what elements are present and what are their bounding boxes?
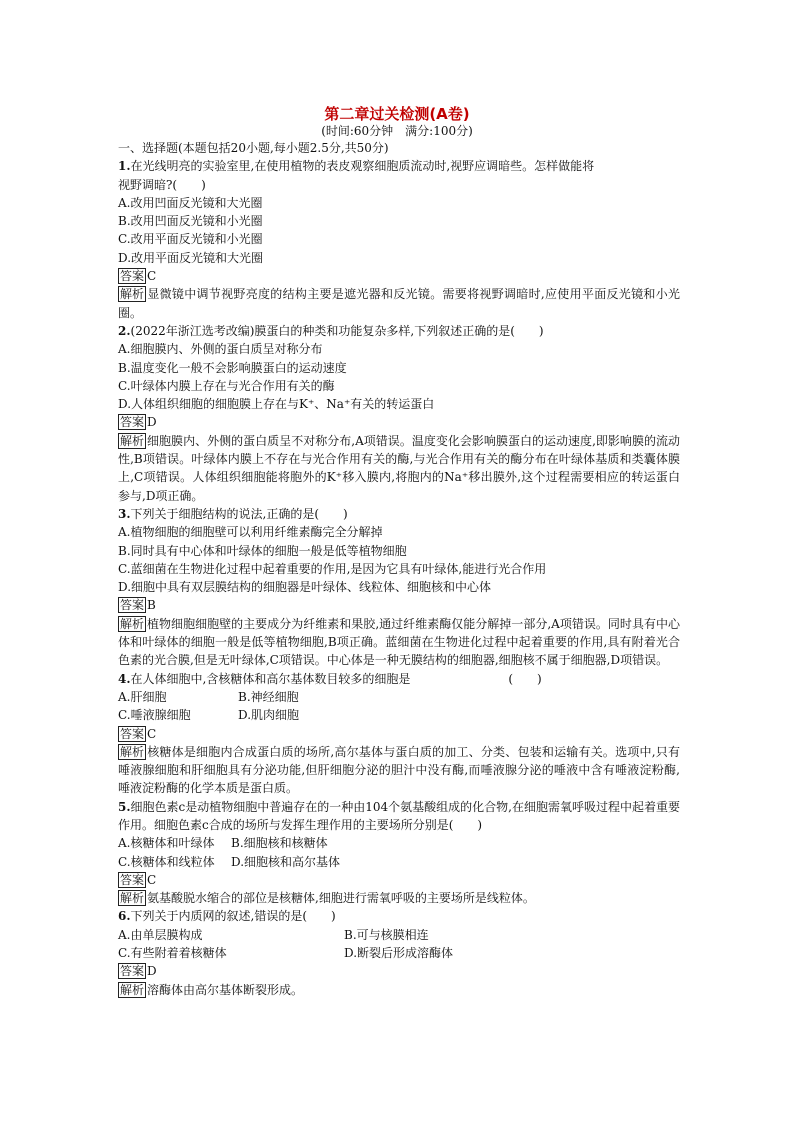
- option-a: A.植物细胞的细胞壁可以利用纤维素酶完全分解掉: [118, 525, 383, 540]
- answer-tag: 答案: [120, 598, 145, 613]
- analysis-text: 氨基酸脱水缩合的部位是核糖体,细胞进行需氧呼吸的主要场所是线粒体。: [147, 891, 535, 906]
- answer-tag: 答案: [120, 726, 145, 741]
- question-3: [118, 505, 680, 670]
- question-5: [118, 798, 680, 908]
- question-2: [118, 322, 680, 505]
- option-c: C.有些附着着核糖体: [118, 946, 227, 961]
- question-list: [118, 139, 680, 999]
- answer-value: D: [147, 964, 157, 979]
- option-b: B.可与核膜相连: [344, 927, 429, 942]
- option-d: D.改用平面反光镜和大光圈: [118, 250, 264, 265]
- option-b: B.改用凹面反光镜和小光圈: [118, 214, 263, 229]
- page-title: 第二章过关检测(A卷): [324, 105, 470, 123]
- option-b: B.神经细胞: [238, 689, 299, 704]
- exam-time-score: (时间:60分钟 满分:100分): [321, 124, 473, 138]
- analysis-tag: 解析: [120, 982, 145, 997]
- option-c: C.叶绿体内膜上存在与光合作用有关的酶: [118, 378, 335, 393]
- analysis-text: 核糖体是细胞内合成蛋白质的场所,高尔基体与蛋白质的加工、分类、包装和运输有关。选项中,只有唾液腺细胞和肝细胞具有分泌功能,但肝细胞分泌的胆汁中没有酶,而唾液腺分泌的唾液中含有唾液淀粉酶,唾液淀粉酶的化学本质是蛋白质。: [118, 744, 680, 796]
- question-1: [118, 157, 680, 322]
- answer-value: C: [147, 269, 157, 284]
- section-heading: 一、选择题(本题包括20小题,每小题2.5分,共50分): [118, 141, 389, 155]
- option-c: C.蓝细菌在生物进化过程中起着重要的作用,是因为它具有叶绿体,能进行光合作用: [118, 561, 547, 576]
- question-number: 4.: [118, 671, 131, 686]
- option-a: A.改用凹面反光镜和大光圈: [118, 195, 263, 210]
- option-a: A.由单层膜构成: [118, 927, 203, 942]
- answer-paren: ( ): [508, 671, 542, 686]
- answer-value: D: [147, 415, 157, 430]
- question-4: [118, 670, 680, 798]
- answer-tag: 答案: [120, 964, 145, 979]
- option-d: D.细胞中具有双层膜结构的细胞器是叶绿体、线粒体、细胞核和中心体: [118, 580, 492, 595]
- option-d: D.人体组织细胞的细胞膜上存在与K⁺、Na⁺有关的转运蛋白: [118, 397, 435, 412]
- option-b: B.同时具有中心体和叶绿体的细胞一般是低等植物细胞: [118, 543, 407, 558]
- question-stem: 细胞色素c是动植物细胞中普遍存在的一种由104个氨基酸组成的化合物,在细胞需氧呼吸过程中起着重要作用。细胞色素c合成的场所与发挥生理作用的主要场所分别是( ): [118, 799, 680, 832]
- option-d: D.断裂后形成溶酶体: [344, 946, 454, 961]
- option-a: A.肝细胞: [118, 689, 167, 704]
- option-d: D.肌肉细胞: [238, 708, 300, 723]
- question-stem: 在人体细胞中,含核糖体和高尔基体数目较多的细胞是: [130, 671, 411, 686]
- analysis-text: 细胞膜内、外侧的蛋白质呈不对称分布,A项错误。温度变化会影响膜蛋白的运动速度,即影响膜的流动性,B项错误。叶绿体内膜上不存在与光合作用有关的酶,与光合作用有关的酶分布在叶绿体基质和类囊体膜上,C项错误。人体组织细胞能将胞外的K⁺移入膜内,将胞内的Na⁺移出膜外,这个过程需要相应的转运蛋白参与,D项正确。: [118, 433, 680, 503]
- answer-value: C: [147, 726, 157, 741]
- question-number: 3.: [118, 506, 131, 521]
- analysis-text: 显微镜中调节视野亮度的结构主要是遮光器和反光镜。需要将视野调暗时,应使用平面反光镜和小光圈。: [118, 287, 680, 320]
- analysis-tag: 解析: [120, 433, 145, 448]
- answer-value: C: [147, 872, 157, 887]
- answer-tag: 答案: [120, 415, 145, 430]
- question-stem: 下列关于细胞结构的说法,正确的是( ): [130, 506, 348, 521]
- question-number: 5.: [118, 799, 131, 814]
- option-b: B.细胞核和核糖体: [231, 836, 328, 851]
- option-c: C.改用平面反光镜和小光圈: [118, 232, 263, 247]
- option-d: D.细胞核和高尔基体: [231, 854, 341, 869]
- analysis-tag: 解析: [120, 616, 145, 631]
- analysis-text: 溶酶体由高尔基体断裂形成。: [147, 982, 304, 997]
- question-stem: 下列关于内质网的叙述,错误的是( ): [130, 909, 336, 924]
- option-a: A.核糖体和叶绿体: [118, 836, 215, 851]
- answer-tag: 答案: [120, 872, 145, 887]
- question-6: [118, 907, 680, 998]
- option-c: C.核糖体和线粒体: [118, 854, 215, 869]
- option-a: A.细胞膜内、外侧的蛋白质呈对称分布: [118, 342, 323, 357]
- analysis-tag: 解析: [120, 287, 145, 302]
- question-number: 2.: [118, 323, 131, 338]
- answer-tag: 答案: [120, 269, 145, 284]
- analysis-tag: 解析: [120, 891, 145, 906]
- analysis-text: 植物细胞细胞壁的主要成分为纤维素和果胶,通过纤维素酶仅能分解掉一部分,A项错误。同时具有中心体和叶绿体的细胞一般是低等植物细胞,B项正确。蓝细菌在生物进化过程中起着重要的作用,具有附着光合色素的光合膜,但是无叶绿体,C项错误。中心体是一种无膜结构的细胞器,细胞核不属于细胞器,D项错误。: [118, 616, 680, 668]
- question-stem: 在光线明亮的实验室里,在使用植物的表皮观察细胞质流动时,视野应调暗些。怎样做能将: [130, 159, 595, 174]
- answer-value: B: [147, 598, 156, 613]
- option-b: B.温度变化一般不会影响膜蛋白的运动速度: [118, 360, 347, 375]
- question-number: 6.: [118, 909, 131, 924]
- question-number: 1.: [118, 159, 131, 174]
- question-stem-cont: 视野调暗?( ): [118, 177, 206, 192]
- option-c: C.唾液腺细胞: [118, 708, 191, 723]
- analysis-tag: 解析: [120, 744, 145, 759]
- question-stem: (2022年浙江选考改编)膜蛋白的种类和功能复杂多样,下列叙述正确的是( ): [130, 323, 544, 338]
